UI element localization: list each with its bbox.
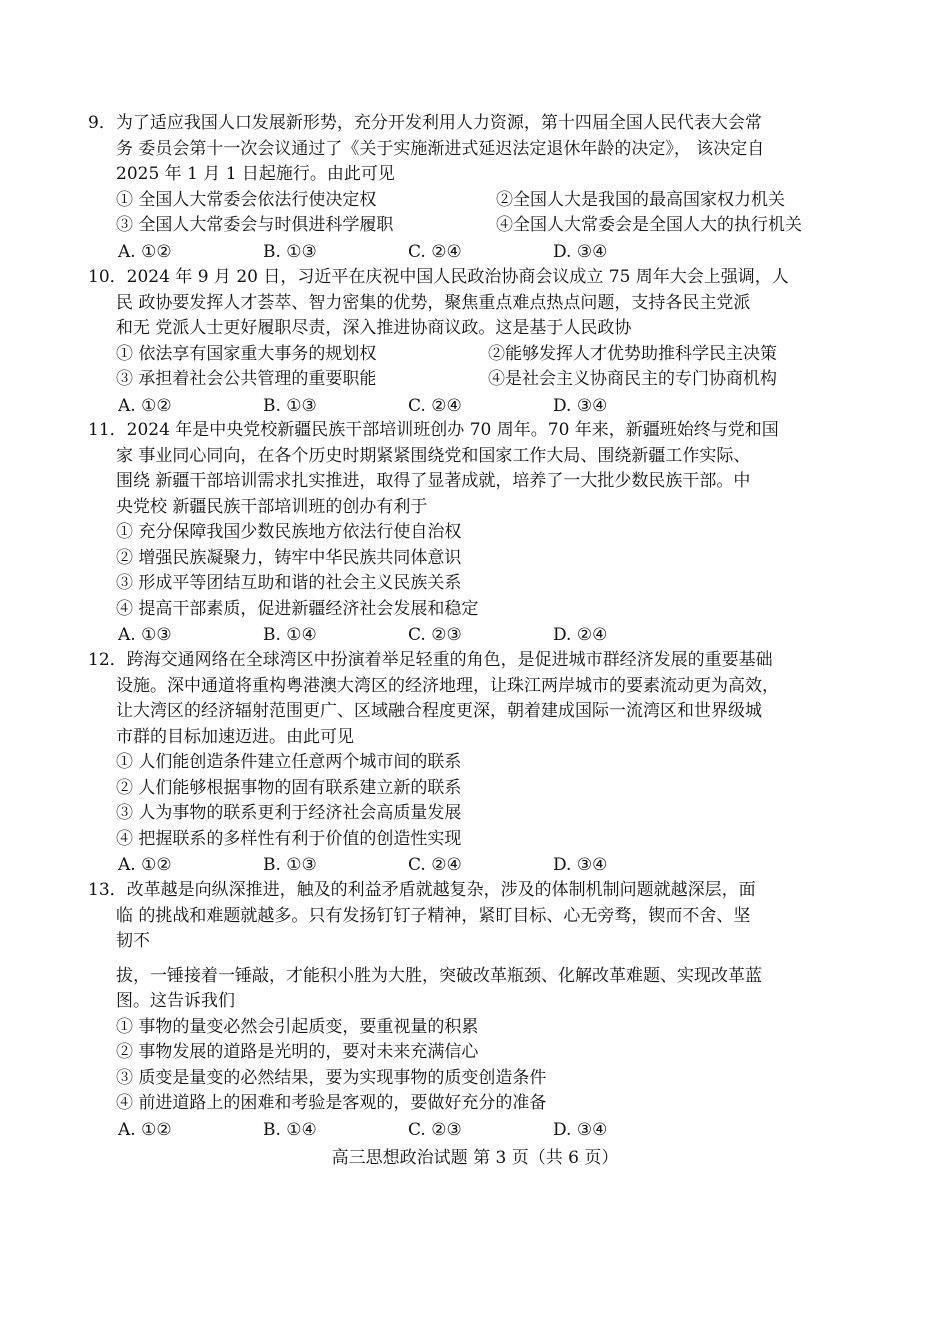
statement-option: ② 增强民族凝聚力，铸牢中华民族共同体意识 [116, 547, 462, 568]
answer-choices [88, 239, 868, 266]
stem-line: 央党校 新疆民族干部培训班的创办有利于 [116, 496, 428, 517]
stem-line: 韧不 [116, 931, 150, 951]
answer-choice-d[interactable]: D. ③④ [553, 395, 608, 416]
stem-line: 2024 年 9 月 20 日，习近平在庆祝中国人民政治协商会议成立 75 周年大会上强调，人 [126, 267, 789, 287]
answer-choice-b[interactable]: B. ①③ [263, 855, 317, 875]
answer-choice-d[interactable]: D. ②④ [553, 625, 608, 645]
stem-line: 图。这告诉我们 [116, 991, 235, 1011]
answer-choice-c[interactable]: C. ②③ [408, 625, 462, 645]
answer-choice-b[interactable]: B. ①④ [263, 1119, 317, 1140]
question-9 [88, 111, 868, 266]
answer-choices [88, 1117, 868, 1144]
answer-choice-a[interactable]: A. ①② [118, 855, 172, 875]
statement-option: ④全国人大常委会是全国人大的执行机关 [496, 215, 802, 235]
answer-choice-c[interactable]: C. ②④ [408, 241, 462, 262]
answer-choice-d[interactable]: D. ③④ [553, 855, 608, 875]
answer-choice-a[interactable]: A. ①② [118, 1119, 172, 1140]
answer-choice-d[interactable]: D. ③④ [553, 241, 608, 262]
answer-choice-c[interactable]: C. ②④ [408, 855, 462, 875]
question-stem [88, 418, 868, 520]
answer-choices [88, 393, 868, 420]
question-stem [88, 648, 868, 750]
question-11 [88, 418, 868, 649]
statement-option: ④ 提高干部素质，促进新疆经济社会发展和稳定 [116, 598, 479, 619]
stem-line: 拔，一锤接着一锤敲，才能积小胜为大胜，突破改革瓶颈、化解改革难题、实现改革蓝 [116, 965, 762, 986]
stem-line: 务 委员会第十一次会议通过了《关于实施渐进式延迟法定退休年龄的决定》， 该决定自 [116, 138, 765, 159]
answer-choice-b[interactable]: B. ①③ [263, 241, 317, 262]
answer-choice-a[interactable]: A. ①③ [118, 625, 172, 645]
question-number: 10． [88, 267, 127, 287]
answer-choice-c[interactable]: C. ②③ [408, 1119, 462, 1140]
answer-choice-c[interactable]: C. ②④ [408, 395, 462, 416]
stem-line: 民 政协要发挥人才荟萃、智力密集的优势，聚焦重点难点热点问题，支持各民主党派 [116, 292, 751, 313]
answer-choices [88, 622, 868, 649]
question-number: 13． [88, 880, 127, 900]
question-stem [88, 111, 868, 188]
statement-options [88, 1015, 868, 1117]
statement-option: ② 事物发展的道路是光明的，要对未来充满信心 [116, 1042, 479, 1062]
answer-choice-a[interactable]: A. ①② [118, 395, 172, 416]
answer-choice-a[interactable]: A. ①② [118, 241, 172, 262]
answer-choice-b[interactable]: B. ①③ [263, 395, 317, 416]
stem-line: 让大湾区的经济辐射范围更广、区域融合程度更深，朝着建成国际一流湾区和世界级城 [116, 701, 762, 721]
statement-option: ④是社会主义协商民主的专门协商机构 [488, 369, 777, 389]
question-10 [88, 265, 868, 420]
statement-options [88, 750, 868, 852]
statement-option: ① 充分保障我国少数民族地方依法行使自治权 [116, 522, 462, 542]
question-stem [88, 265, 868, 342]
stem-line: 围绕 新疆干部培训需求扎实推进，取得了显著成就，培养了一大批少数民族干部。中 [116, 471, 751, 491]
stem-line: 2025 年 1 月 1 日起施行。由此可见 [116, 164, 395, 184]
statement-options [88, 188, 868, 239]
stem-line: 和无 党派人士更好履职尽责，深入推进协商议政。这是基于人民政协 [116, 318, 632, 338]
stem-line: 临 的挑战和难题就越多。只有发扬钉钉子精神，紧盯目标、心无旁骛，锲而不舍、坚 [116, 905, 751, 926]
stem-line: 市群的目标加速迈进。由此可见 [116, 726, 354, 747]
statement-option: ③ 人为事物的联系更利于经济社会高质量发展 [116, 803, 462, 823]
stem-line: 2024 年是中央党校新疆民族干部培训班创办 70 周年。70 年来，新疆班始终与党和国 [126, 420, 779, 440]
statement-options [88, 520, 868, 622]
statement-option: ②全国人大是我国的最高国家权力机关 [496, 189, 785, 210]
statement-option: ① 人们能创造条件建立任意两个城市间的联系 [116, 752, 462, 772]
statement-option: ① 全国人大常委会依法行使决定权 [116, 189, 377, 210]
stem-line: 家 事业同心同向，在各个历史时期紧紧围绕党和国家工作大局、围绕新疆工作实际、 [116, 445, 751, 466]
statement-option: ④ 前进道路上的困难和考验是客观的，要做好充分的准备 [116, 1093, 547, 1113]
statement-options [88, 342, 868, 393]
answer-choice-d[interactable]: D. ③④ [553, 1119, 608, 1140]
question-stem [88, 878, 868, 1015]
statement-option: ③ 形成平等团结互助和谐的社会主义民族关系 [116, 573, 462, 593]
statement-option: ④ 把握联系的多样性有利于价值的创造性实现 [116, 828, 462, 849]
stem-line: 为了适应我国人口发展新形势，充分开发利用人力资源，第十四届全国人民代表大会常 [115, 113, 762, 133]
statement-option: ③ 质变是量变的必然结果，要为实现事物的质变创造条件 [116, 1067, 547, 1088]
question-12 [88, 648, 868, 879]
stem-line: 跨海交通网络在全球湾区中扮演着举足轻重的角色，是促进城市群经济发展的重要基础 [126, 650, 773, 670]
question-13 [88, 878, 868, 1144]
stem-line: 改革越是向纵深推进，触及的利益矛盾就越复杂，涉及的体制机制问题就越深层，面 [126, 880, 756, 900]
statement-option: ③ 承担着社会公共管理的重要职能 [116, 369, 377, 389]
question-number: 9． [88, 113, 116, 133]
question-number: 12． [88, 650, 127, 670]
statement-option: ②能够发挥人才优势助推科学民主决策 [488, 343, 777, 364]
answer-choices [88, 852, 868, 879]
statement-option: ① 依法享有国家重大事务的规划权 [116, 343, 377, 364]
answer-choice-b[interactable]: B. ①④ [263, 625, 317, 645]
statement-option: ① 事物的量变必然会引起质变，要重视量的积累 [116, 1016, 479, 1037]
page-footer: 高三思想政治试题 第 3 页（共 6 页） [331, 1148, 619, 1168]
question-number: 11． [88, 420, 127, 440]
statement-option: ③ 全国人大常委会与时俱进科学履职 [116, 215, 394, 235]
statement-option: ② 人们能够根据事物的固有联系建立新的联系 [116, 777, 462, 798]
stem-line: 设施。深中通道将重构粤港澳大湾区的经济地理，让珠江两岸城市的要素流动更为高效， [116, 675, 779, 696]
